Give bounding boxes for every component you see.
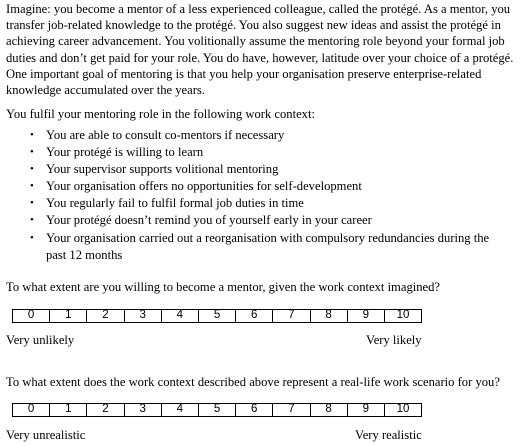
list-item	[0, 230, 501, 264]
scale-option[interactable]: 3	[124, 404, 161, 416]
list-item-text: Your protégé doesn’t remind you of yourself early in your career	[46, 213, 372, 228]
scale-option[interactable]: 0	[27, 403, 35, 415]
bullet-icon: •	[30, 231, 34, 244]
scale-option[interactable]: 7	[272, 404, 309, 416]
list-item	[0, 127, 501, 144]
scale-option[interactable]: 8	[310, 404, 347, 416]
bullet-icon: •	[30, 197, 34, 210]
scale-option[interactable]: 1	[49, 404, 86, 416]
bullet-icon: •	[30, 146, 34, 159]
rating-scale-realism	[12, 403, 422, 417]
bullet-icon: •	[30, 180, 34, 193]
list-item	[0, 161, 501, 178]
scale-option[interactable]: 9	[347, 404, 384, 416]
scale-option[interactable]: 5	[198, 310, 235, 322]
rating-scale-willingness	[12, 309, 422, 323]
scale-low-anchor: Very unrealistic	[6, 428, 86, 442]
scale-option[interactable]: 6	[235, 404, 272, 416]
list-item	[0, 178, 501, 195]
work-context-list	[0, 127, 520, 264]
scale-option[interactable]: 4	[161, 310, 198, 322]
bullet-icon: •	[30, 163, 34, 176]
scale-option[interactable]: 7	[272, 310, 309, 322]
scale-option[interactable]: 1	[49, 310, 86, 322]
list-item	[0, 144, 501, 161]
scale-option[interactable]: 4	[161, 404, 198, 416]
scale-option[interactable]: 2	[86, 404, 123, 416]
scale-high-anchor: Very realistic	[355, 428, 422, 442]
list-item-text: Your supervisor supports volitional mentoring	[46, 162, 279, 177]
list-item	[0, 212, 501, 229]
scale-high-anchor: Very likely	[366, 333, 422, 347]
bullet-icon: •	[30, 129, 34, 141]
scale-option[interactable]: 10	[384, 310, 421, 322]
list-item	[0, 195, 501, 212]
scale-option[interactable]: 0	[27, 309, 35, 321]
question-realism: To what extent does the work context described above represent a real-life work scenario for you?	[6, 375, 500, 389]
scale-option[interactable]: 5	[198, 404, 235, 416]
scale-option[interactable]: 9	[347, 310, 384, 322]
scale-option[interactable]: 8	[310, 310, 347, 322]
scenario-intro: Imagine: you become a mentor of a less experienced colleague, called the protégé. As a mentor, you transfer job-related knowledge to the protégé. You also suggest new ideas and assist the protégé in achieving career advancement. You volitionally assume the mentoring role beyond your formal job duties and don’t get paid for your role. You do have, however, latitude over your choice of a protégé. One important goal of mentoring is that you help your organisation preserve enterprise-related knowledge accumulated over the years.	[6, 2, 514, 98]
list-item-text: You regularly fail to fulfil formal job duties in time	[46, 196, 304, 211]
scale-low-anchor: Very unlikely	[6, 333, 75, 347]
question-mentor-willingness: To what extent are you willing to become a mentor, given the work context imagined?	[6, 280, 441, 294]
list-item-text: Your organisation offers no opportunities for self-development	[46, 179, 362, 194]
scale-option[interactable]: 2	[86, 310, 123, 322]
scale-option[interactable]: 3	[124, 310, 161, 322]
context-lead: You fulfil your mentoring role in the following work context:	[6, 107, 315, 121]
scale-option[interactable]: 10	[384, 404, 421, 416]
scale-option[interactable]: 6	[235, 310, 272, 322]
bullet-icon: •	[30, 214, 34, 227]
list-item-text: You are able to consult co-mentors if necessary	[46, 128, 285, 142]
list-item-text: Your organisation carried out a reorganisation with compulsory redundancies during the past 12 months	[46, 230, 490, 262]
list-item-text: Your protégé is willing to learn	[46, 145, 204, 160]
